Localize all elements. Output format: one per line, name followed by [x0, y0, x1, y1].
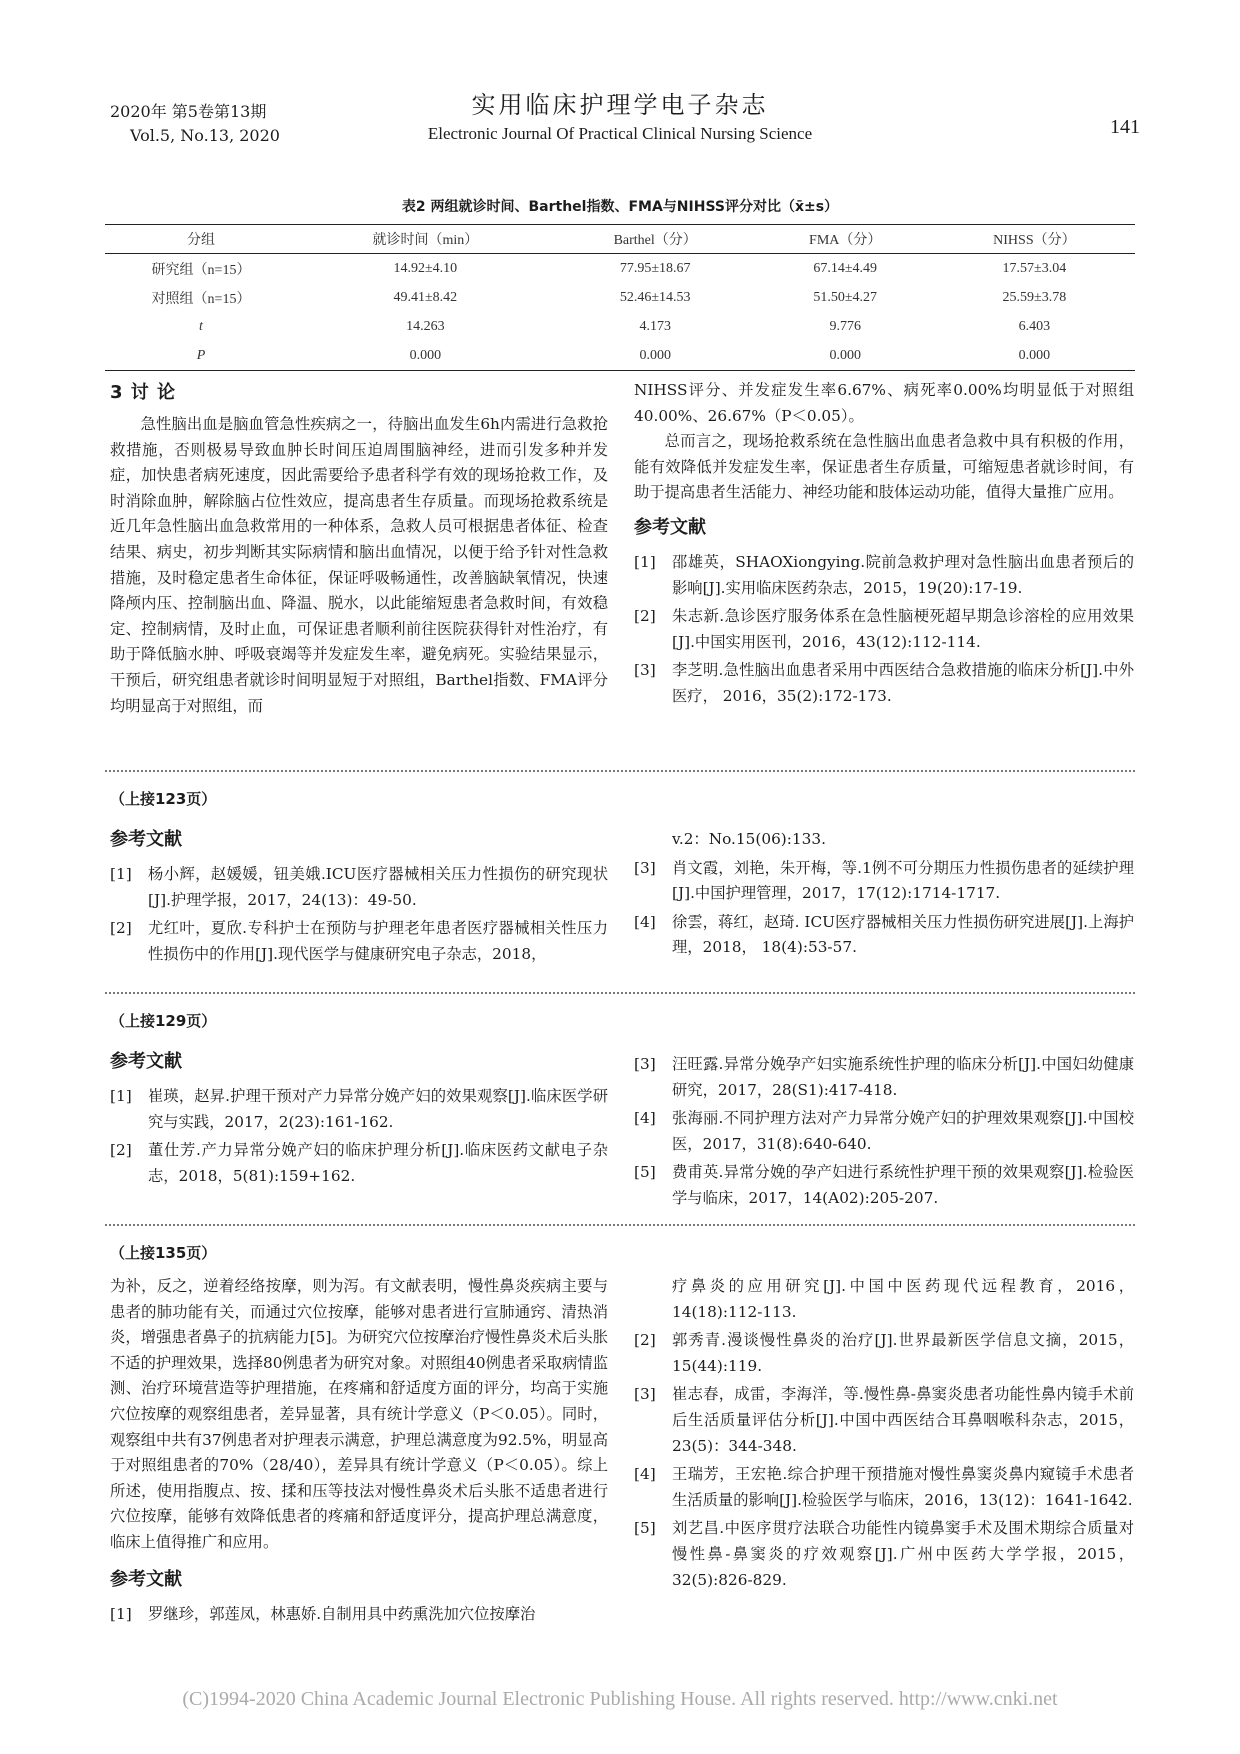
reference-text: 罗继珍，郭莲凤，林惠娇.自制用具中药熏洗加穴位按摩治 [148, 1604, 536, 1623]
table-cell: 51.50±4.27 [813, 289, 878, 305]
continuation-label: （上接129页） [110, 1012, 217, 1030]
reference-item [110, 1084, 608, 1135]
table-cell: 49.41±8.42 [393, 289, 458, 305]
reference-text: 肖文霞，刘艳，朱开梅，等.1例不可分期压力性损伤患者的延续护理[J].中国护理管理，2017，17(12):1714-1717. [672, 858, 1134, 903]
table-header-cell: 就诊时间（min） [297, 225, 554, 254]
body-paragraph: 为补，反之，逆着经络按摩，则为泻。有文献表明，慢性鼻炎疾病主要与患者的肺功能有关，而通过穴位按摩，能够对患者进行宣肺通窍、清热消炎，增强患者鼻子的抗病能力[5]。为研究穴位按摩治疗慢性鼻炎术后头胀不适的护理效果，选择80例患者为研究对象。对照组40例患者采取病情监测、治疗环境营造等护理措施，在疼痛和舒适度方面的评分，均高于实施穴位按摩的观察组患者，差异显著，具有统计学意义（P＜0.05）。同时，观察组中共有37例患者对护理表示满意，护理总满意度为92.5%，明显高于对照组患者的70%（28/40），差异具有统计学意义（P＜0.05）。综上所述，使用指腹点、按、揉和压等技法对慢性鼻炎术后头胀不适患者进行穴位按摩，能够有效降低患者的疼痛和舒适度评分，提高护理总满意度，临床上值得推广和应用。 [110, 1277, 608, 1551]
conclusion-paragraph: 总而言之，现场抢救系统在急性脑出血患者急救中具有积极的作用，能有效降低并发症发生率，保证患者生存质量，可缩短患者就诊时间，有助于提高患者生活能力、神经功能和肢体运动功能，值得大量推广应用。 [634, 432, 1134, 502]
reference-number: [3] [634, 1055, 656, 1073]
discussion-right-column [634, 378, 1134, 713]
reference-item [110, 1138, 608, 1189]
table-cell: 对照组（n=15） [151, 291, 251, 307]
reference-item [634, 910, 1134, 961]
reference-text: 董仕芳.产力异常分娩产妇的临床护理分析[J].临床医药文献电子杂志，2018，5(81):159+162. [148, 1141, 608, 1185]
section123-left-column [110, 818, 608, 970]
reference-text: 崔志春，成雷，李海洋，等.慢性鼻-鼻窦炎患者功能性鼻内镜手术前后生活质量评估分析[J].中国中西医结合耳鼻咽喉科杂志，2015，23(5)：344-348. [672, 1385, 1134, 1455]
page-number: 141 [1110, 116, 1140, 138]
table-cell: 0.000 [297, 341, 554, 371]
reference-number: [1] [110, 865, 132, 883]
table-cell: 25.59±3.78 [1002, 289, 1067, 305]
reference-item [110, 862, 608, 913]
table-cell: 4.173 [639, 318, 671, 334]
section-divider [105, 992, 1135, 994]
issue-cn: 2020年 第5卷第13期 [110, 102, 267, 121]
journal-title [420, 88, 820, 146]
reference-number: [4] [634, 1465, 656, 1484]
table-header-cell: 分组 [105, 225, 297, 254]
reference-number: [3] [634, 661, 656, 680]
reference-text: 邵雄英，SHAOXiongying.院前急救护理对急性脑出血患者预后的影响[J].实用临床医药杂志，2015，19(20):17-19. [672, 552, 1134, 597]
table-cell: P [105, 341, 297, 371]
table-caption: 表2 两组就诊时间、Barthel指数、FMA与NIHSS评分对比（x̄±s） [401, 199, 839, 215]
table-header-cell: Barthel（分） [554, 225, 757, 254]
copyright-footer: (C)1994-2020 China Academic Journal Electronic Publishing House. All rights reserved. http://www.cnki.net [182, 1688, 1058, 1710]
reference-text: 郭秀青.漫谈慢性鼻炎的治疗[J].世界最新医学信息文摘，2015，15(44):119. [672, 1331, 1134, 1375]
table-header-cell: NIHSS（分） [934, 225, 1135, 254]
table-cell: 77.95±18.67 [619, 260, 691, 276]
table-cell: 14.92±4.10 [393, 260, 458, 276]
reference-item [634, 1462, 1134, 1513]
table-row [105, 283, 1135, 312]
reference-number: [5] [634, 1163, 656, 1182]
reference-number: [4] [634, 1109, 656, 1128]
reference-item [634, 658, 1134, 709]
reference-text: 杨小辉，赵媛媛，钮美娥.ICU医疗器械相关压力性损伤的研究现状[J].护理学报，2017，24(13)：49-50. [148, 865, 608, 909]
table-cell: 研究组（n=15） [151, 262, 251, 278]
table-cell: 6.403 [1018, 318, 1051, 334]
table-row [105, 312, 1135, 341]
reference-number: [1] [110, 1604, 132, 1623]
reference-item [634, 1160, 1134, 1211]
reference-item [634, 1516, 1134, 1593]
continuation-label: （上接123页） [110, 790, 217, 808]
section-title: 3 讨 论 [110, 382, 177, 403]
reference-text: 李芝明.急性脑出血患者采用中西医结合急救措施的临床分析[J].中外医疗， 2016，35(2):172-173. [672, 661, 1134, 705]
section135-right-column [634, 1274, 1134, 1596]
reference-text-continued: v.2：No.15(06):133. [672, 830, 826, 848]
reference-item [634, 1052, 1134, 1103]
table-row [105, 341, 1135, 371]
table-header-row [105, 225, 1135, 254]
reference-number: [2] [634, 607, 656, 626]
references-title: 参考文献 [110, 829, 182, 850]
reference-number: [3] [634, 1385, 656, 1404]
table-cell: 14.263 [406, 318, 445, 334]
reference-text: 崔瑛，赵昇.护理干预对产力异常分娩产妇的效果观察[J].临床医学研究与实践，2017，2(23):161-162. [148, 1087, 608, 1131]
section-divider [105, 1224, 1135, 1226]
reference-text: 徐雲，蒋红，赵琦. ICU医疗器械相关压力性损伤研究进展[J].上海护理，2018， 18(4):53-57. [672, 912, 1134, 957]
reference-number: [4] [634, 912, 656, 931]
reference-number: [2] [110, 919, 132, 938]
journal-title-cn: 实用临床护理学电子杂志 [471, 91, 769, 119]
section129-left-column [110, 1040, 608, 1192]
table-cell: 9.776 [829, 318, 861, 334]
issue-info [110, 100, 280, 148]
table-cell: 0.000 [934, 341, 1135, 371]
references-title: 参考文献 [634, 516, 706, 538]
references-title: 参考文献 [110, 1051, 182, 1072]
section129-right-column [634, 1052, 1134, 1215]
reference-number: [1] [110, 1087, 132, 1105]
issue-en: Vol.5, No.13, 2020 [130, 126, 280, 145]
discussion-paragraph-continued: NIHSS评分、并发症发生率6.67%、病死率0.00%均明显低于对照组40.00%、26.67%（P＜0.05）。 [634, 381, 1134, 425]
section-divider [105, 770, 1135, 772]
table-cell: 17.57±3.04 [1002, 260, 1067, 276]
reference-item [634, 550, 1134, 601]
reference-number: [3] [634, 858, 656, 877]
table-cell: 0.000 [554, 341, 757, 371]
discussion-paragraph: 急性脑出血是脑血管急性疾病之一，待脑出血发生6h内需进行急救抢救措施，否则极易导致血肿长时间压迫周围脑神经，进而引发多种并发症，加快患者病死速度，因此需要给予患者科学有效的现场抢救工作，及时消除血肿，解除脑占位性效应，提高患者生存质量。而现场抢救系统是近几年急性脑出血急救常用的一种体系，急救人员可根据患者体征、检查结果、病史，初步判断其实际病情和脑出血情况，以便于给予针对性急救措施，及时稳定患者生命体征，保证呼吸畅通性，改善脑缺氧情况，快速降颅内压、控制脑出血、降温、脱水，以此能缩短患者急救时间，有效稳定、控制病情，及时止血，可保证患者顺利前往医院获得针对性治疗，有助于降低脑水肿、呼吸衰竭等并发症发生率，避免病死。实验结果显示，干预后，研究组患者就诊时间明显短于对照组，Barthel指数、FMA评分均明显高于对照组，而 [110, 415, 608, 715]
reference-item [634, 604, 1134, 655]
table-cell: 67.14±4.49 [813, 260, 878, 276]
reference-text: 费甫英.异常分娩的孕产妇进行系统性护理干预的效果观察[J].检验医学与临床，2017，14(A02):205-207. [672, 1163, 1134, 1207]
reference-item [634, 1106, 1134, 1157]
reference-number: [1] [634, 552, 656, 571]
reference-text: 张海丽.不同护理方法对产力异常分娩产妇的护理效果观察[J].中国校医，2017，31(8):640-640. [672, 1109, 1134, 1153]
reference-number: [2] [110, 1141, 132, 1160]
reference-item [110, 916, 608, 967]
reference-item [634, 1328, 1134, 1379]
table-cell: 0.000 [757, 341, 934, 371]
reference-text: 尤红叶，夏欣.专科护士在预防与护理老年患者医疗器械相关性压力性损伤中的作用[J].现代医学与健康研究电子杂志，2018， [148, 919, 608, 963]
table-header-cell: FMA（分） [757, 225, 934, 254]
reference-text: 王瑞芳，王宏艳.综合护理干预措施对慢性鼻窦炎鼻内窥镜手术患者生活质量的影响[J].检验医学与临床，2016，13(12)：1641-1642. [672, 1465, 1134, 1509]
reference-text: 汪旺露.异常分娩孕产妇实施系统性护理的临床分析[J].中国妇幼健康研究，2017，28(S1):417-418. [672, 1055, 1134, 1099]
reference-number: [5] [634, 1519, 656, 1538]
reference-text: 朱志新.急诊医疗服务体系在急性脑梗死超早期急诊溶栓的应用效果[J].中国实用医刊，2016，43(12):112-114. [672, 607, 1134, 651]
reference-number: [2] [634, 1331, 656, 1350]
journal-title-en: Electronic Journal Of Practical Clinical Nursing Science [427, 124, 813, 143]
continuation-label: （上接135页） [110, 1244, 217, 1262]
reference-text: 刘艺昌.中医序贯疗法联合功能性内镜鼻窦手术及围术期综合质量对慢性鼻-鼻窦炎的疗效观察[J].广州中医药大学学报，2015，32(5):826-829. [672, 1519, 1134, 1589]
results-table [105, 224, 1135, 371]
discussion-left-column [110, 378, 608, 719]
table-cell: 52.46±14.53 [619, 289, 691, 305]
reference-item [634, 1382, 1134, 1459]
table-cell: t [199, 318, 203, 334]
section123-right-column [634, 827, 1134, 964]
reference-item [634, 856, 1134, 907]
reference-item [110, 1602, 608, 1628]
reference-text-continued: 疗鼻炎的应用研究[J].中国中医药现代远程教育，2016，14(18):112-113. [672, 1277, 1134, 1321]
references-title: 参考文献 [110, 1568, 182, 1590]
table-row [105, 254, 1135, 284]
section135-left-column [110, 1274, 608, 1630]
